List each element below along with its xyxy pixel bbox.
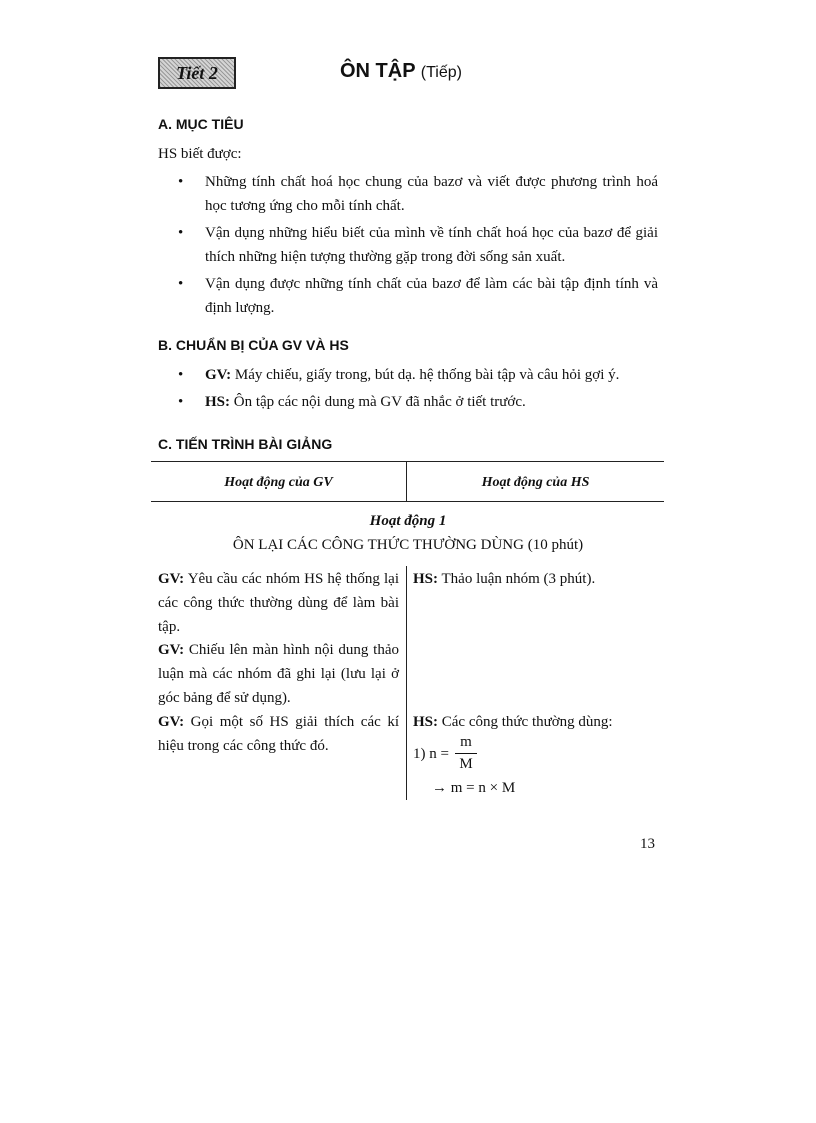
section-a-bullet-list <box>178 170 658 323</box>
list-item: • Vận dụng được những tính chất của bazơ để làm các bài tập định tính và định lượng. <box>178 272 658 320</box>
table-header-rule <box>151 501 664 502</box>
page-title <box>340 60 540 83</box>
section-c-heading: C. TIẾN TRÌNH BÀI GIẢNG <box>158 436 333 452</box>
bullet-icon: • <box>178 394 184 410</box>
page-title-sub: (Tiếp) <box>420 64 462 81</box>
bullet-icon: • <box>178 276 184 292</box>
page-title-main: ÔN TẬP <box>340 60 416 82</box>
fraction-bar <box>455 753 477 754</box>
list-item: • Vận dụng những hiểu biết của mình về tính chất hoá học của bazơ để giải thích những hiện tượng thường gặp trong đời sống sản xuất. <box>178 221 658 269</box>
bullet-icon: • <box>178 174 184 190</box>
bullet-icon: • <box>178 225 184 241</box>
gv-activity-cell: GV: Gọi một số HS giải thích các kí hiệu trong các công thức đó. <box>158 714 399 754</box>
list-item: • HS: Ôn tập các nội dung mà GV đã nhắc ở tiết trước. <box>178 390 658 414</box>
section-a-intro: HS biết được: <box>158 146 242 162</box>
gv-activity-cell: GV: Yêu cầu các nhóm HS hệ thống lại các công thức thường dùng để làm bài tập. <box>158 571 399 635</box>
table-top-rule <box>151 461 664 462</box>
activity-subtitle: ÔN LẠI CÁC CÔNG THỨC THƯỜNG DÙNG (10 phút) <box>232 537 584 553</box>
bullet-icon: • <box>178 367 184 383</box>
formula-lhs: 1) n = <box>413 746 449 762</box>
column-header-gv: Hoạt động của GV <box>224 475 333 490</box>
section-b-heading: B. CHUẨN BỊ CỦA GV VÀ HS <box>158 337 349 353</box>
table-column-divider <box>406 566 407 800</box>
gv-activity-cell: GV: Chiếu lên màn hình nội dung thảo luận mà các nhóm đã ghi lại (lưu lại ở góc bảng để sử dụng). <box>158 642 399 706</box>
list-item: • Những tính chất hoá học chung của bazơ và viết được phương trình hoá học tương ứng cho mỗi tính chất. <box>178 170 658 218</box>
activity-title: Hoạt động 1 <box>369 513 447 529</box>
section-a-heading: A. MỤC TIÊU <box>158 116 244 132</box>
formula-numerator: m <box>460 734 472 750</box>
formula-denominator: M <box>459 756 473 772</box>
page-number: 13 <box>640 836 655 852</box>
formula-result: → m = n × M <box>432 780 516 796</box>
list-item: • GV: Máy chiếu, giấy trong, bút dạ. hệ thống bài tập và câu hỏi gợi ý. <box>178 363 658 387</box>
section-b-bullet-list <box>178 363 658 417</box>
column-header-hs: Hoạt động của HS <box>481 475 590 490</box>
lesson-number-label: Tiết 2 <box>176 62 218 83</box>
hs-activity-cell: HS: Các công thức thường dùng: <box>413 714 613 730</box>
lesson-number-badge <box>158 57 236 89</box>
hs-activity-cell: HS: Thảo luận nhóm (3 phút). <box>413 571 596 587</box>
